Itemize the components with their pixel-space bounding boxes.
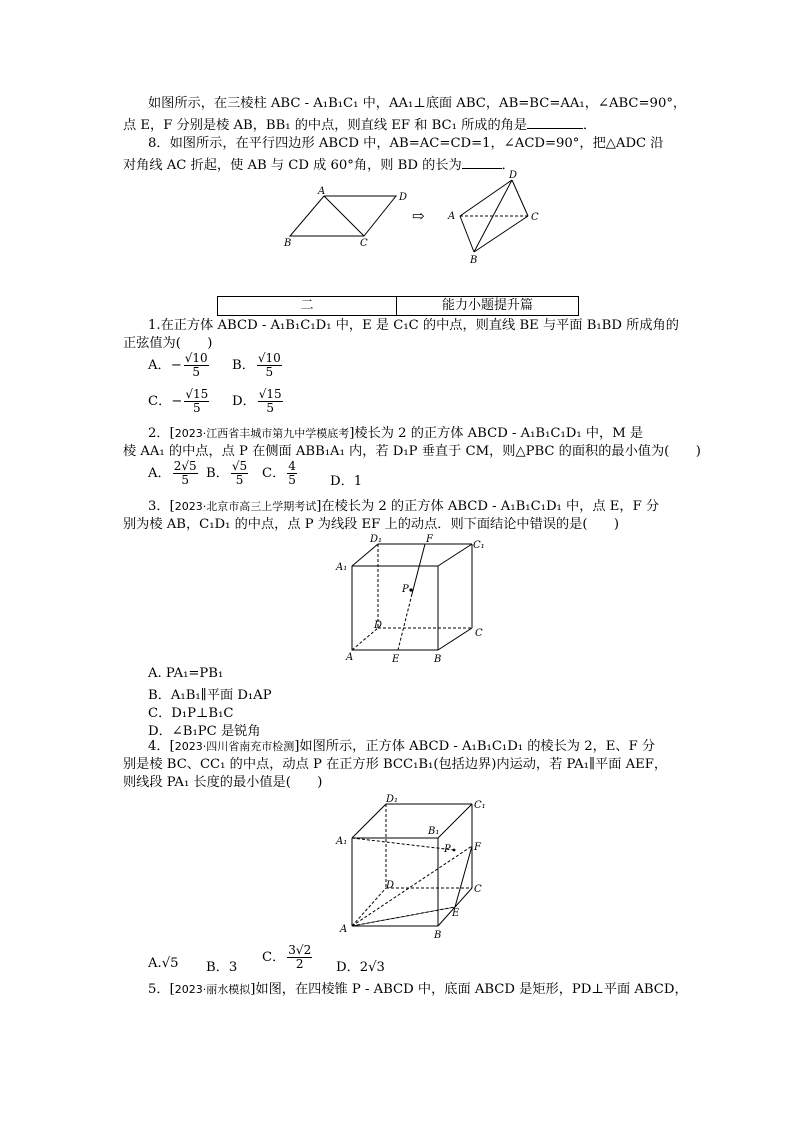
- segment-ef-visible: [412, 544, 425, 594]
- fig8b-label-a: A: [448, 211, 456, 222]
- p4-option-b[interactable]: B．3: [206, 960, 238, 975]
- fraction: [231, 460, 248, 487]
- fig3-label-p: P: [402, 584, 409, 595]
- denominator: 5: [266, 401, 275, 415]
- p4-cube-figure: [330, 790, 500, 942]
- fraction: [184, 388, 209, 415]
- fig4-label-b1: B₁: [428, 826, 440, 837]
- p2-option-c-label: C．: [262, 466, 286, 481]
- p1-option-a[interactable]: [148, 352, 211, 379]
- point-p: [453, 849, 456, 852]
- fig4-label-a: A: [340, 924, 348, 935]
- fig3-label-a: A: [346, 652, 354, 663]
- denominator: 2: [295, 957, 304, 971]
- p3-source-tag: 2023·北京市高三上学期考试: [174, 500, 317, 513]
- fig3-label-f: F: [426, 534, 433, 545]
- p3-prefix: 3．[: [148, 499, 175, 514]
- fig4-label-b: B: [434, 930, 442, 941]
- p5-source-tag: 2023·丽水模拟: [174, 983, 251, 996]
- q7-line2-text: 点 E，F 分别是棱 AB，BB₁ 的中点，则直线 EF 和 BC₁ 所成的角是: [123, 118, 528, 133]
- fig8-label-c: C: [360, 238, 368, 249]
- fig3-label-d: D: [374, 620, 383, 631]
- fraction: [287, 460, 297, 487]
- p3-line2: 别为棱 AB，C₁D₁ 的中点，点 P 为线段 EF 上的动点．则下面结论中错误的是( ): [123, 517, 619, 532]
- denominator: 5: [235, 473, 244, 487]
- fig4-label-a1: A₁: [336, 836, 348, 847]
- p1-option-b[interactable]: [232, 352, 284, 379]
- edge-a1d1: [352, 804, 386, 838]
- numerator: √10: [257, 351, 281, 365]
- edge-b1c1: [438, 804, 472, 838]
- p3-line1-text: ]在棱长为 2 的正方体 ABCD - A₁B₁C₁D₁ 中，点 E，F 分: [316, 499, 660, 514]
- edge-dc: [512, 180, 528, 216]
- p2-line1-text: ]棱长为 2 的正方体 ABCD - A₁B₁C₁D₁ 中，M 是: [349, 426, 644, 441]
- edge-ab: [460, 216, 474, 252]
- fig8b-label-c: C: [531, 212, 539, 223]
- p4-option-c-label: C．: [262, 950, 286, 965]
- fig3-label-c1: C₁: [473, 540, 485, 551]
- p1-option-d-label: D．: [232, 394, 256, 409]
- p1-option-d[interactable]: [232, 388, 285, 415]
- p2-option-a-label: A．: [148, 466, 171, 481]
- diagonal-ac: [324, 196, 364, 236]
- p4-line3: 则线段 PA₁ 长度的最小值是( ): [123, 775, 323, 790]
- p2-prefix: 2．[: [148, 426, 175, 441]
- p3-line1: [148, 499, 659, 515]
- q7-line2: [123, 116, 596, 134]
- fraction: [173, 460, 198, 487]
- segment-a1p: [352, 838, 454, 850]
- q7-line1: 如图所示，在三棱柱 ABC - A₁B₁C₁ 中，AA₁⊥底面 ABC，AB=BC=AA₁，∠ABC=90°，: [148, 96, 687, 111]
- section-header: [217, 296, 579, 316]
- q8-line2-text: 对角线 AC 折起，使 AB 与 CD 成 60°角，则 BD 的长为: [123, 158, 462, 173]
- p4-line1-text: ]如图所示，正方体 ABCD - A₁B₁C₁D₁ 的棱长为 2，E、F 分: [294, 739, 656, 754]
- p4-line2: 别是棱 BC、CC₁ 的中点，动点 P 在正方形 BCC₁B₁(包括边界)内运动，若 PA₁∥平面 AEF，: [123, 757, 668, 772]
- fig4-label-f: F: [474, 842, 481, 853]
- numerator: 4: [288, 459, 296, 473]
- p1-option-c[interactable]: [148, 388, 211, 415]
- fraction: [258, 388, 283, 415]
- section-number: 二: [218, 297, 397, 315]
- p3-option-a[interactable]: A. PA₁=PB₁: [148, 666, 224, 681]
- p2-line2: 棱 AA₁ 的中点，点 P 在侧面 ABB₁A₁ 内，若 D₁P 垂直于 CM，则△PBC 的面积的最小值为( ): [123, 444, 701, 459]
- p1-option-b-label: B．: [232, 358, 255, 373]
- p5-line1-text: ]如图，在四棱锥 P - ABCD 中，底面 ABCD 是矩形，PD⊥平面 ABCD，: [250, 982, 688, 997]
- fig4-label-e: E: [452, 908, 460, 919]
- fig3-label-b: B: [434, 654, 442, 665]
- p4-source-tag: 2023·四川省南充市检测: [174, 740, 295, 753]
- q8-line2-end: ．: [501, 158, 515, 173]
- p1-option-a-label: A．−: [148, 358, 182, 373]
- fig4-label-c1: C₁: [474, 800, 486, 811]
- p3-option-d[interactable]: D．∠B₁PC 是锐角: [148, 724, 261, 739]
- segment-ae-solid: [352, 907, 455, 926]
- p1-line2: 正弦值为( ): [123, 336, 213, 351]
- denominator: 5: [192, 401, 201, 415]
- p4-option-c[interactable]: [262, 944, 314, 971]
- numerator: √15: [258, 387, 282, 401]
- p3-option-c[interactable]: C．D₁P⊥B₁C: [148, 706, 234, 721]
- fig8b-label-d: D: [509, 170, 518, 181]
- edge-a1d1: [352, 544, 378, 566]
- segment-ef-hidden: [398, 594, 412, 650]
- edge-ad-hidden: [352, 888, 386, 926]
- edge-ad-hidden: [352, 628, 378, 650]
- section-title: 能力小题提升篇: [441, 298, 533, 313]
- p5-line1: [148, 982, 688, 998]
- fig8-label-a: A: [318, 186, 326, 197]
- q7-line2-end: ．: [583, 118, 597, 133]
- p1-line1: 1.在正方体 ABCD - A₁B₁C₁D₁ 中，E 是 C₁C 的中点，则直线 BE 与平面 B₁BD 所成角的: [148, 318, 679, 333]
- edge-bc: [438, 628, 472, 650]
- fig4-label-d: D: [386, 880, 395, 891]
- edge-ad: [460, 180, 512, 216]
- fig4-label-p: P: [444, 844, 451, 855]
- edge-bc: [474, 216, 528, 252]
- q8-line1: 8．如图所示，在平行四边形 ABCD 中，AB=AC=CD=1，∠ACD=90°，把△ADC 沿: [148, 136, 664, 151]
- p2-option-a[interactable]: [148, 460, 200, 487]
- numerator: √10: [184, 351, 208, 365]
- parallelogram-shape: [290, 196, 396, 236]
- p2-source-tag: 2023·江西省丰城市第九中学模底考: [174, 427, 350, 440]
- front-face: [352, 566, 438, 650]
- p2-option-b-label: B．: [206, 466, 229, 481]
- p4-option-d[interactable]: D．2√3: [336, 960, 385, 975]
- fig4-label-c: C: [474, 884, 482, 895]
- fig3-label-c: C: [475, 628, 483, 639]
- p4-option-a[interactable]: A.√5: [148, 956, 179, 971]
- p2-line1: [148, 426, 643, 442]
- denominator: 5: [181, 473, 189, 487]
- fig8-label-b: B: [284, 238, 292, 249]
- fraction: [184, 352, 209, 379]
- p3-cube-figure: [330, 534, 500, 666]
- numerator: √15: [185, 387, 209, 401]
- fraction: [257, 352, 282, 379]
- fig8b-label-b: B: [470, 255, 478, 264]
- fig8-label-d: D: [399, 192, 408, 203]
- numerator: 3√2: [288, 943, 312, 957]
- numerator: √5: [231, 459, 248, 473]
- fig3-label-a1: A₁: [336, 562, 348, 573]
- p2-option-b[interactable]: [206, 460, 250, 487]
- fig3-label-d1: D₁: [370, 534, 383, 545]
- p4-prefix: 4．[: [148, 739, 175, 754]
- p4-line1: [148, 739, 655, 755]
- q8-parallelogram-figure: [280, 168, 550, 264]
- p5-prefix: 5．[: [148, 982, 175, 997]
- numerator: 2√5: [173, 459, 197, 473]
- fig4-label-d1: D₁: [386, 794, 399, 805]
- arrow-icon: ⇨: [412, 207, 425, 225]
- point-p: [409, 588, 412, 591]
- fig3-label-e: E: [392, 654, 400, 665]
- p2-option-c[interactable]: [262, 460, 299, 487]
- p1-option-c-label: C．−: [148, 394, 183, 409]
- denominator: 5: [192, 365, 201, 379]
- denominator: 5: [265, 365, 274, 379]
- denominator: 5: [288, 473, 296, 487]
- answer-blank: [527, 116, 583, 129]
- edge-b1c1: [438, 544, 472, 566]
- fraction: [287, 944, 312, 971]
- p2-option-d[interactable]: D．1: [330, 474, 363, 489]
- p3-option-b[interactable]: B．A₁B₁∥平面 D₁AP: [148, 688, 272, 703]
